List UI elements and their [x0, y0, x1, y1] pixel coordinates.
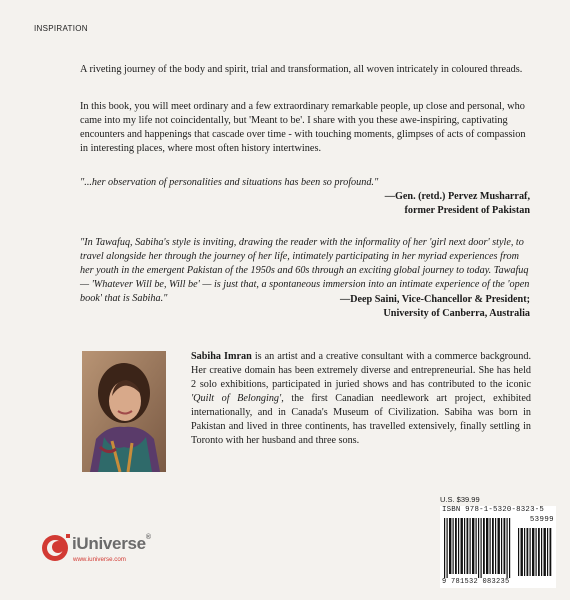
category-label: INSPIRATION [34, 24, 88, 33]
author-photo [82, 351, 166, 472]
publisher-logo [40, 530, 190, 570]
price-code: 53999 [529, 516, 554, 524]
endorsement-attribution-1 [78, 190, 530, 218]
publisher-name-text: iUniverse [72, 534, 146, 553]
attribution-name-1: —Gen. (retd.) Pervez Musharraf, [384, 191, 530, 202]
registered-mark: ® [145, 534, 151, 541]
author-bio-text-1: is an artist and a creative consultant with a commerce background. Her creative domain has been extremely diverse and entrepreneurial. She has held 2 solo exhibitions, participated in juried shows and has contributed to the iconic [191, 351, 531, 390]
endorsement-attribution-2 [78, 293, 530, 321]
endorsement-quote-2: "In Tawafuq, Sabiha's style is inviting, drawing the reader with the informality of her 'girl next door' style, to travel alongside her through the journey of her life, intimately participating in her myriad experiences from her youth in the emergent Pakistan of the 1950s and 60s through an exciting global journey to today. Tawafuq — 'Whatever Will be, Will be' — is just that, a spontaneous immersion into an intimate experience of the 'open book' that is Sabiha." [80, 237, 530, 304]
author-bio-text-2: , the first Canadian needlework art project, exhibited internationally, and in Canada's Museum of Civilization. Sabiha was born in Pakistan and lived in three continents, has travelled extensively, finally settling in Toronto with her husband and three sons. [191, 393, 531, 446]
endorsement-quote-1: "...her observation of personalities and situations has been so profound." [80, 177, 379, 188]
isbn-label: ISBN 978-1-5320-8323-5 [442, 506, 544, 514]
author-bio [191, 350, 531, 448]
iuniverse-swirl-icon [40, 532, 72, 564]
attribution-name-2: —Deep Saini, Vice-Chancellor & President; [339, 294, 530, 305]
barcode-number: 9 781532 083235 [442, 578, 510, 586]
blurb-paragraph-1: A riveting journey of the body and spirit, trial and transformation, all woven intricately in coloured threads. [80, 64, 523, 75]
barcode [440, 506, 556, 588]
author-portrait-icon [82, 351, 166, 472]
attribution-title-1: former President of Pakistan [404, 205, 530, 216]
publisher-name [72, 534, 151, 554]
blurb-paragraph-2: In this book, you will meet ordinary and a few extraordinary remarkable people, up close and personal, who came into my life not coincidentally, but 'Meant to be'. I share with you these awe-inspiring, captivating encounters and happenings that cascade over time - with touching moments, glimpses of acts of compassion in interesting places, where most often history intertwines. [80, 101, 526, 154]
quilt-title: 'Quilt of Belonging' [191, 393, 282, 404]
publisher-url: www.iuniverse.com [73, 556, 126, 563]
barcode-bars-icon [442, 516, 554, 578]
attribution-title-2: University of Canberra, Australia [383, 308, 530, 319]
price-label: U.S. $39.99 [440, 495, 480, 504]
author-name: Sabiha Imran [191, 351, 252, 362]
